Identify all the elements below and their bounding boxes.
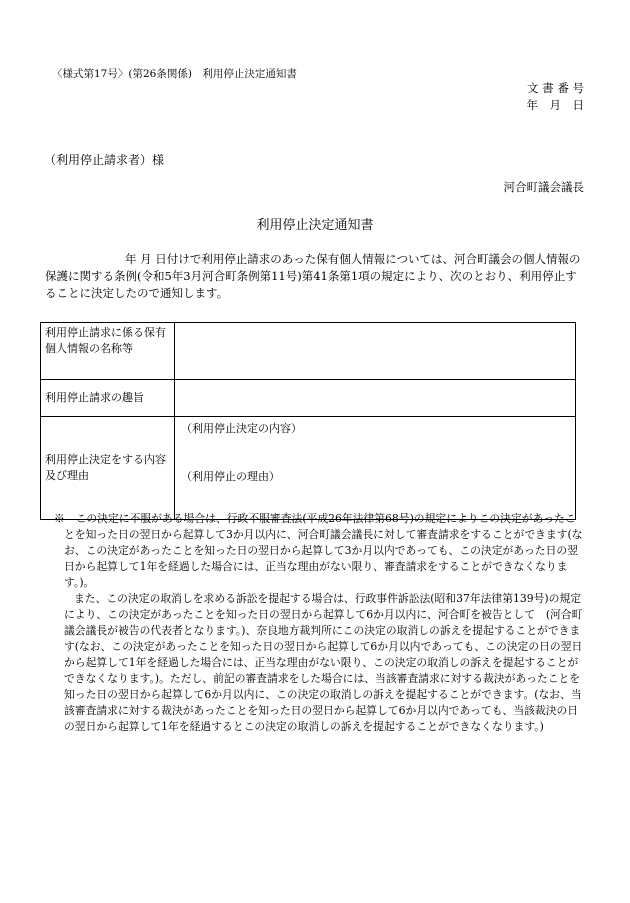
- row-value-info-name: [175, 323, 576, 380]
- appeal-note: ※ この決定に不服がある場合は、行政不服審査法(平成26年法律第68号)の規定によりこの決定があったことを知った日の翌日から起算して3か月以内に、河合町議会議長に対して審査請求をすることができます(なお、この決定があったことを知った日の翌日から起算して3か月以内であっても、この決定があった日の翌日から起算して1年を経過した場合には、正当な理由がない限り、審査請求をすることができなくなります。)。: [54, 512, 583, 589]
- document-number-label: 文 書 番 号: [527, 81, 584, 95]
- decision-content-heading: （利用停止決定の内容）: [181, 422, 302, 435]
- table-row: [41, 323, 576, 380]
- row-label-request-purpose: 利用停止請求の趣旨: [41, 380, 175, 417]
- form-label: 〈様式第17号〉(第26条関係) 利用停止決定通知書: [52, 68, 297, 80]
- notes-section: [54, 511, 584, 735]
- document-date-label: 年 月 日: [526, 98, 584, 112]
- detail-table: [40, 322, 576, 520]
- document-title: 利用停止決定通知書: [256, 218, 374, 233]
- table-row: [41, 417, 576, 520]
- body-paragraph: 年 月 日付けで利用停止請求のあった保有個人情報については、河合町議会の個人情報の保護に関する条例(令和5年3月河合町条例第11号)第41条第1項の規定により、次のとおり、利用停止することに決定したので通知します。: [45, 252, 581, 300]
- row-label-info-name: 利用停止請求に係る保有個人情報の名称等: [41, 323, 175, 380]
- row-value-decision-content: [175, 417, 576, 520]
- row-value-request-purpose: [175, 380, 576, 417]
- recipient-line: （利用停止請求者）様: [44, 153, 165, 167]
- sender-name: 河合町議会議長: [503, 180, 584, 194]
- table-row: [41, 380, 576, 417]
- decision-reason-heading: （利用停止の理由）: [181, 470, 280, 483]
- lawsuit-note: また、この決定の取消しを求める訴訟を提起する場合は、行政事件訴訟法(昭和37年法律第139号)の規定により、この決定があったことを知った日の翌日から起算して6か月以内に、河合町を被告として (河合町議会議長が被告の代表者となります。)、奈良地方裁判所にこの決定の取消しの訴えを提起することができます(なお、この決定があったことを知った日の翌日から起算して6か月以内であっても、この決定の日の翌日から起算して1年を経過した場合には、正当な理由がない限り、この決定の取消しの訴えを提起することができなくなります。)。ただし、前記の審査請求をした場合には、当該審査請求に対する裁決があったことを知った日の翌日から起算して6か月以内に、この決定の取消しの訴えを提起することができます。(なお、当該審査請求に対する裁決があったことを知った日の翌日から起算して6か月以内であっても、当該裁決の日の翌日から起算して1年を経過するとこの決定の取消しの訴えを提起することができなくなります。): [64, 592, 583, 733]
- row-label-decision-content: 利用停止決定をする内容及び理由: [41, 417, 175, 520]
